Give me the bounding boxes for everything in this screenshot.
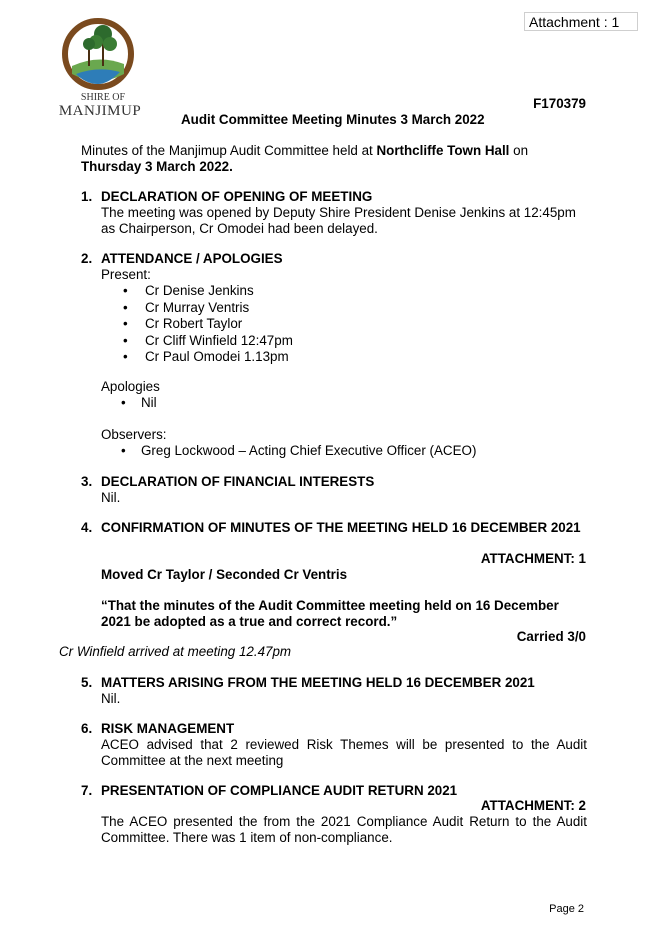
section-6-number: 6. (81, 721, 93, 736)
page-title: Audit Committee Meeting Minutes 3 March 2022 (181, 112, 485, 127)
section-4 (101, 520, 587, 536)
intro-text2: on (509, 143, 529, 158)
section-6-body: ACEO advised that 2 reviewed Risk Themes will be presented to the Audit Committee at the next meeting (101, 737, 587, 768)
section-1-heading: DECLARATION OF OPENING OF MEETING (101, 189, 373, 204)
attachment-label: Attachment : 1 (524, 12, 638, 31)
list-item: • Cr Murray Ventris (101, 300, 587, 317)
list-item: • Cr Paul Omodei 1.13pm (101, 349, 587, 366)
observers-label: Observers: (101, 427, 167, 442)
section-2-number: 2. (81, 251, 93, 266)
page-number: Page 2 (549, 903, 584, 915)
section-4-motion: “That the minutes of the Audit Committee meeting held on 16 December 2021 be adopted as a true and correct record.” (101, 598, 559, 629)
present-label: Present: (101, 267, 151, 282)
section-2 (101, 251, 587, 366)
section-3 (101, 474, 587, 506)
list-item: • Nil (101, 395, 587, 412)
intro-paragraph (81, 143, 587, 175)
file-number: F170379 (533, 96, 586, 111)
section-6-heading: RISK MANAGEMENT (101, 721, 235, 736)
apologies-list (101, 395, 587, 412)
section-1-body: The meeting was opened by Deputy Shire President Denise Jenkins at 12:45pm as Chairperson, Cr Omodei had been delayed. (101, 205, 576, 236)
section-2-heading: ATTENDANCE / APOLOGIES (101, 251, 283, 266)
section-7 (101, 783, 587, 799)
list-item: • Greg Lockwood – Acting Chief Executive Officer (ACEO) (101, 443, 587, 460)
observers-block (101, 427, 587, 460)
section-3-heading: DECLARATION OF FINANCIAL INTERESTS (101, 474, 375, 489)
section-5 (101, 675, 587, 707)
list-item: • Cr Robert Taylor (101, 316, 587, 333)
section-1 (101, 189, 587, 237)
section-7-attachment: ATTACHMENT: 2 (480, 798, 586, 813)
logo-line1: SHIRE OF (80, 92, 126, 103)
section-5-body: Nil. (101, 691, 121, 706)
section-6 (101, 721, 587, 769)
section-4-carried: Carried 3/0 (516, 629, 586, 644)
intro-venue: Northcliffe Town Hall (376, 143, 510, 158)
intro-date: Thursday 3 March 2022. (81, 159, 233, 174)
logo-line2: MANJIMUP (58, 103, 142, 119)
section-7-heading: PRESENTATION OF COMPLIANCE AUDIT RETURN 2021 (101, 783, 458, 798)
section-5-heading: MATTERS ARISING FROM THE MEETING HELD 16 DECEMBER 2021 (101, 675, 535, 690)
section-4-number: 4. (81, 520, 93, 535)
section-7-body: The ACEO presented the from the 2021 Compliance Audit Return to the Audit Committee. There was 1 item of non-compliance. (101, 814, 587, 845)
observers-list (101, 443, 587, 460)
arrival-note: Cr Winfield arrived at meeting 12.47pm (59, 644, 292, 659)
list-item: • Cr Denise Jenkins (101, 283, 587, 300)
section-5-number: 5. (81, 675, 93, 690)
section-3-number: 3. (81, 474, 93, 489)
section-3-body: Nil. (101, 490, 121, 505)
present-list (101, 283, 587, 366)
apologies-block (101, 379, 587, 412)
section-4-heading: CONFIRMATION OF MINUTES OF THE MEETING HELD 16 DECEMBER 2021 (101, 520, 581, 535)
shire-logo (58, 14, 142, 122)
list-item: • Cr Cliff Winfield 12:47pm (101, 333, 587, 350)
section-1-number: 1. (81, 189, 93, 204)
section-7-number: 7. (81, 783, 93, 798)
section-4-moved: Moved Cr Taylor / Seconded Cr Ventris (101, 567, 348, 582)
intro-text1: Minutes of the Manjimup Audit Committee held at (81, 143, 377, 158)
section-4-attachment: ATTACHMENT: 1 (480, 551, 586, 566)
apologies-label: Apologies (101, 379, 160, 394)
